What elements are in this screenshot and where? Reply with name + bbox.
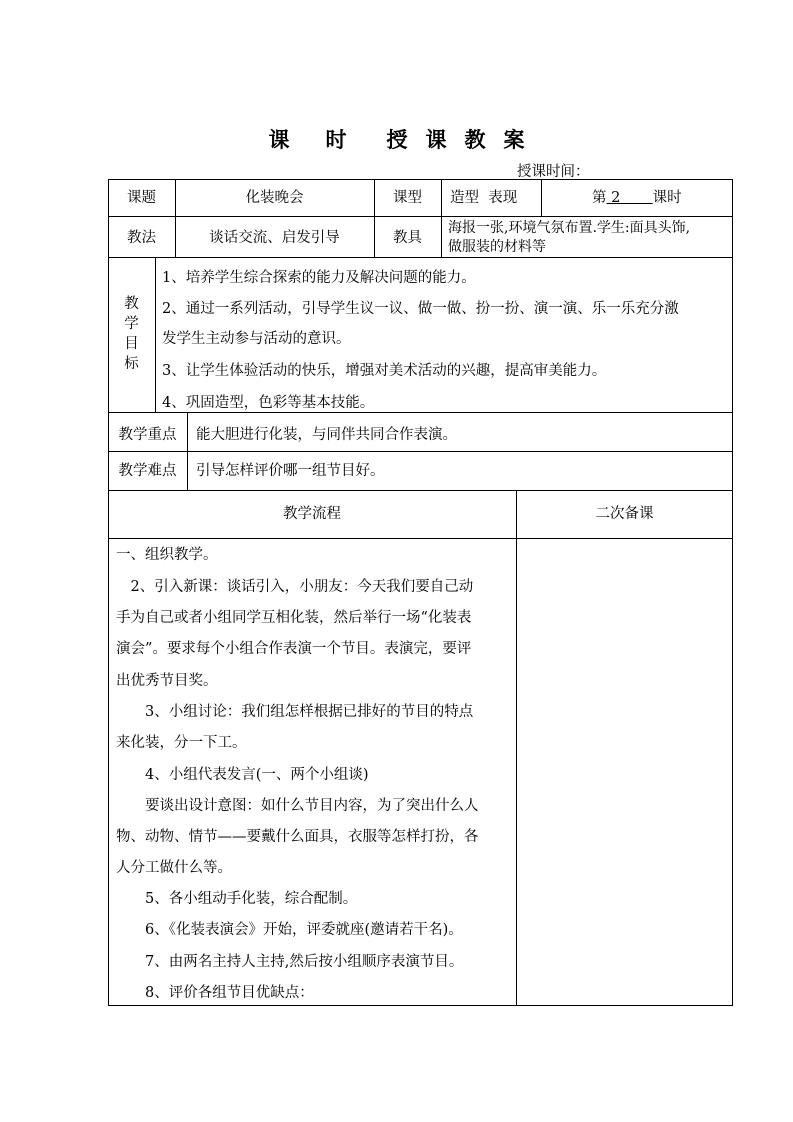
method-label: 教法 — [127, 230, 156, 246]
tools-value-line1: 海报一张,环境气氛布置.学生:面具头饰, — [448, 220, 691, 236]
flow-line: 6、《化装表演会》开始，评委就座(邀请若干名)。 — [116, 922, 463, 938]
tools-label: 教具 — [393, 230, 422, 246]
flow-line: 要谈出设计意图：如什么节目内容，为了突出什么人 — [116, 798, 479, 814]
topic-label: 课题 — [127, 190, 156, 206]
flow-line: 演会”。要求每个小组合作表演一个节目。表演完，要评 — [116, 641, 472, 657]
flow-line: 4、小组代表发言(一、两个小组谈) — [116, 767, 369, 783]
flow-line: 7、由两名主持人主持,然后按小组顺序表演节目。 — [116, 954, 464, 970]
objectives-label: 教 学 目 标 — [124, 296, 139, 372]
row-divider — [108, 538, 733, 539]
flow-line: 出优秀节目奖。 — [116, 673, 218, 689]
objective-line: 3、让学生体验活动的快乐，增强对美术活动的兴趣，提高审美能力。 — [162, 363, 607, 379]
topic-value: 化装晚会 — [245, 190, 304, 206]
flow-line: 8、评价各组节目优缺点： — [116, 985, 314, 1001]
difficulty-value: 引导怎样评价哪一组节目好。 — [196, 463, 385, 479]
row-divider — [108, 216, 733, 217]
difficulty-label: 教学难点 — [118, 463, 177, 479]
period-number: 2 — [611, 190, 621, 206]
flow-line: 手为自己或者小组同学互相化装，然后举行一场“化装表 — [116, 610, 472, 626]
key-point-label: 教学重点 — [118, 427, 177, 443]
objective-line: 1、培养学生综合探索的能力及解决问题的能力。 — [162, 270, 476, 286]
flow-line: 2、引入新课：谈话引入，小朋友：今天我们要自己动 — [116, 579, 474, 595]
objective-line: 4、巩固造型，色彩等基本技能。 — [162, 395, 375, 411]
flow-line: 一、组织教学。 — [116, 547, 218, 563]
key-point-value: 能大胆进行化装，与同伴共同合作表演。 — [196, 427, 457, 443]
row-divider — [108, 412, 733, 413]
title-char: 案 — [503, 127, 525, 152]
row-divider — [108, 257, 733, 258]
objective-line: 2、通过一系列活动，引导学生议一议、做一做、扮一扮、演一演、乐一乐充分激 — [162, 301, 679, 317]
type-value: 造型 表现 — [450, 190, 518, 206]
title-char: 授 — [386, 127, 408, 152]
title-char: 课 — [268, 127, 290, 152]
flow-header-process: 教学流程 — [283, 506, 341, 522]
method-value: 谈话交流、启发引导 — [209, 230, 340, 246]
flow-line: 5、各小组动手化装，综合配制。 — [116, 891, 358, 907]
flow-line: 3、小组讨论：我们组怎样根据已排好的节目的特点 — [116, 704, 474, 720]
title-char: 时 — [325, 127, 347, 152]
lesson-time-label: 授课时间： — [517, 164, 590, 180]
flow-line: 来化装，分一下工。 — [116, 735, 247, 751]
period-suffix: 课时 — [652, 190, 682, 206]
period-field — [592, 188, 732, 208]
flow-line: 物、动物、情节——要戴什么面具，衣服等怎样打扮，各 — [116, 829, 479, 845]
title-char: 课 — [425, 127, 447, 152]
tools-value-line2: 做服装的材料等 — [448, 239, 546, 255]
row-divider — [108, 490, 733, 491]
type-label: 课型 — [393, 190, 422, 206]
col-divider — [516, 490, 517, 1006]
objective-line: 发学生主动参与活动的意识。 — [162, 331, 351, 347]
row-divider — [108, 451, 733, 452]
period-prefix: 第 — [592, 190, 607, 206]
page-title — [0, 124, 793, 154]
flow-header-second-prep: 二次备课 — [595, 506, 654, 522]
col-divider — [541, 179, 542, 216]
col-divider — [155, 257, 156, 412]
flow-line: 人分工做什么等。 — [116, 860, 232, 876]
col-divider — [441, 179, 442, 257]
title-char: 教 — [464, 127, 486, 152]
